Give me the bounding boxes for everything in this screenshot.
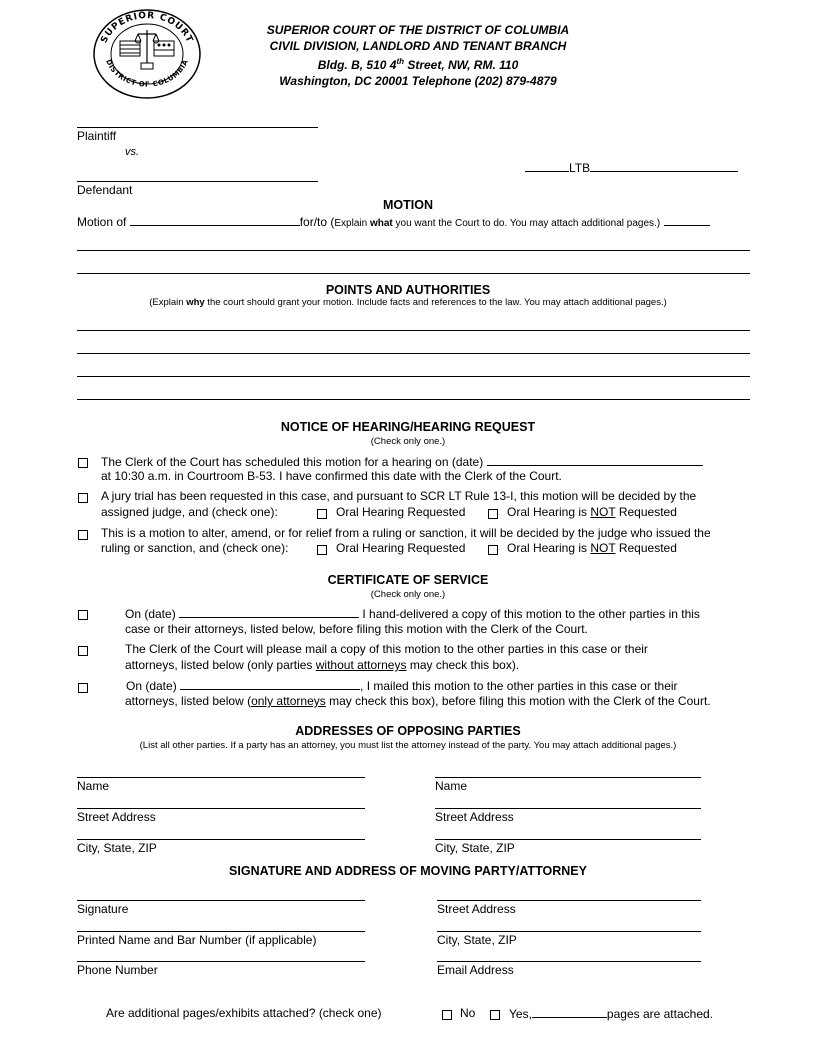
hearing-option-1 — [101, 454, 703, 470]
attachments-pages-blank[interactable] — [532, 1006, 607, 1018]
mover-city-line[interactable] — [437, 931, 701, 932]
party-1-city-label: City, State, ZIP — [77, 841, 157, 855]
service-option-3-text: , I mailed this motion to the other parties in this case or their — [360, 679, 678, 693]
header-line-1: SUPERIOR COURT OF THE DISTRICT OF COLUMBIA — [266, 23, 570, 37]
hearing-date-blank[interactable] — [487, 454, 703, 466]
for-to-label: for/to ( — [299, 215, 335, 229]
motion-line-2[interactable] — [77, 273, 750, 274]
motion-explain-start: Explain — [334, 218, 370, 229]
motion-of-row — [77, 214, 710, 231]
option-2-oral-not-start: Oral Hearing is — [507, 505, 591, 519]
mover-street-label: Street Address — [437, 902, 516, 916]
party-2-city-label: City, State, ZIP — [435, 841, 515, 855]
option-2-oral-requested-label: Oral Hearing Requested — [336, 505, 466, 519]
option-3-oral-not-requested-label — [507, 541, 677, 556]
option-2-oral-requested-checkbox[interactable] — [317, 509, 327, 519]
service-option-3-date-blank[interactable] — [180, 678, 360, 690]
addresses-note: (List all other parties. If a party has an attorney, you must list the attorney instead of the party. You may attach additional pages.) — [139, 740, 677, 751]
phone-label: Phone Number — [77, 963, 158, 977]
phone-line[interactable] — [77, 961, 365, 962]
service-option-3 — [126, 678, 678, 694]
plaintiff-label: Plaintiff — [77, 129, 117, 143]
option-2-oral-not-word: NOT — [590, 505, 616, 519]
party-2-street-label: Street Address — [435, 810, 514, 824]
option-2-oral-not-requested-label — [507, 505, 677, 520]
party-1-street-line[interactable] — [77, 808, 365, 809]
seal-top-text: SUPERIOR COURT — [99, 10, 195, 45]
defendant-line[interactable] — [77, 181, 318, 182]
option-3-oral-not-requested-checkbox[interactable] — [488, 545, 498, 555]
option-3-oral-not-word: NOT — [590, 541, 616, 555]
header-line-3 — [218, 54, 618, 74]
case-number-blank[interactable] — [590, 160, 738, 172]
option-3-oral-requested-checkbox[interactable] — [317, 545, 327, 555]
case-number-field[interactable] — [525, 160, 738, 176]
party-1-name-label: Name — [77, 779, 110, 793]
attachments-question: Are additional pages/exhibits attached? (check one) — [106, 1006, 382, 1020]
vs-label: vs. — [125, 146, 140, 158]
hearing-option-3-line-1: This is a motion to alter, amend, or for relief from a ruling or sanction, it will be decided by the judge who issued the — [101, 526, 711, 540]
motion-of-blank[interactable] — [130, 214, 300, 226]
header-line-3-sup: th — [396, 57, 404, 66]
points-note-why: why — [186, 297, 205, 308]
motion-explain — [334, 218, 660, 229]
ltb-label: LTB — [569, 161, 591, 175]
party-1-street-label: Street Address — [77, 810, 156, 824]
header-line-3-start: Bldg. B, 510 4 — [317, 58, 397, 72]
service-option-2-line-2 — [125, 658, 519, 673]
mover-city-label: City, State, ZIP — [437, 933, 517, 947]
printed-name-line[interactable] — [77, 931, 365, 932]
mover-street-line[interactable] — [437, 900, 701, 901]
service-option-1-on-date: On (date) — [125, 607, 176, 621]
motion-explain-what: what — [369, 218, 393, 229]
hearing-option-3-line-2: ruling or sanction, and (check one): — [101, 541, 289, 555]
plaintiff-line[interactable] — [77, 127, 318, 128]
addresses-title: ADDRESSES OF OPPOSING PARTIES — [295, 724, 521, 738]
points-title: POINTS AND AUTHORITIES — [325, 283, 491, 297]
attachments-yes-row — [509, 1006, 713, 1022]
service-option-3-line-2-end: may check this box), before filing this motion with the Clerk of the Court. — [325, 694, 711, 708]
hearing-note: (Check only one.) — [370, 436, 446, 447]
hearing-option-1-line-2: at 10:30 a.m. in Courtroom B-53. I have confirmed this date with the Clerk of the Court. — [101, 469, 562, 483]
points-line-4[interactable] — [77, 399, 750, 400]
motion-of-label: Motion of — [77, 215, 127, 229]
service-option-1-text: I hand-delivered a copy of this motion to the other parties in this — [362, 607, 700, 621]
attachments-pages-label: pages are attached. — [606, 1007, 713, 1021]
email-line[interactable] — [437, 961, 701, 962]
certificate-note: (Check only one.) — [370, 589, 446, 600]
points-line-3[interactable] — [77, 376, 750, 377]
service-option-3-on-date: On (date) — [126, 679, 177, 693]
service-option-1 — [125, 606, 700, 622]
motion-line-1[interactable] — [77, 250, 750, 251]
party-1-city-line[interactable] — [77, 839, 365, 840]
printed-name-label: Printed Name and Bar Number (if applicable) — [77, 933, 317, 947]
signature-line[interactable] — [77, 900, 365, 901]
party-2-street-line[interactable] — [435, 808, 701, 809]
service-option-2-line-1: The Clerk of the Court will please mail a copy of this motion to the other parties in this case or their — [125, 642, 648, 656]
service-option-3-line-2-start: attorneys, listed below ( — [125, 694, 252, 708]
option-3-oral-not-end: Requested — [615, 541, 677, 555]
signature-title: SIGNATURE AND ADDRESS OF MOVING PARTY/ATTORNEY — [229, 864, 587, 878]
hearing-option-3-checkbox[interactable] — [78, 530, 88, 540]
points-note-end: the court should grant your motion. Include facts and references to the law. You may attach additional pages.) — [204, 297, 667, 308]
header-line-3-end: Street, NW, RM. 110 — [404, 58, 519, 72]
hearing-option-2-checkbox[interactable] — [78, 493, 88, 503]
court-seal-graphic — [92, 8, 202, 100]
service-option-3-line-2 — [125, 694, 711, 709]
attachments-yes-checkbox[interactable] — [490, 1010, 500, 1020]
hearing-option-2-line-1: A jury trial has been requested in this case, and pursuant to SCR LT Rule 13-I, this motion will be decided by the — [101, 489, 697, 503]
court-header — [218, 23, 618, 89]
defendant-label: Defendant — [77, 183, 133, 197]
service-option-2-checkbox[interactable] — [78, 646, 88, 656]
service-option-2-line-2-end: may check this box). — [406, 658, 520, 672]
option-3-oral-requested-label: Oral Hearing Requested — [336, 541, 466, 555]
signature-label: Signature — [77, 902, 129, 916]
party-2-city-line[interactable] — [435, 839, 701, 840]
attachments-no-label: No — [460, 1006, 476, 1020]
certificate-title: CERTIFICATE OF SERVICE — [327, 573, 489, 587]
motion-inline-blank[interactable] — [664, 214, 710, 226]
party-2-name-line[interactable] — [435, 777, 701, 778]
points-note-start: (Explain — [149, 297, 187, 308]
service-option-1-line-2: case or their attorneys, listed below, before filing this motion with the Clerk of the Court. — [125, 622, 588, 636]
service-option-2-without-attorneys: without attorneys — [315, 658, 407, 672]
party-2-name-label: Name — [435, 779, 468, 793]
option-2-oral-not-requested-checkbox[interactable] — [488, 509, 498, 519]
motion-title: MOTION — [383, 198, 433, 212]
service-option-2-line-2-start: attorneys, listed below (only parties — [125, 658, 316, 672]
hearing-option-2-line-2: assigned judge, and (check one): — [101, 505, 278, 519]
court-seal — [92, 8, 202, 100]
seal-bottom-text: DISTRICT OF COLUMBIA — [104, 58, 190, 89]
service-option-3-only-attorneys: only attorneys — [251, 694, 326, 708]
party-1-name-line[interactable] — [77, 777, 365, 778]
attachments-no-checkbox[interactable] — [442, 1010, 452, 1020]
motion-explain-end: you want the Court to do. You may attach additional pages.) — [392, 218, 661, 229]
header-line-2: CIVIL DIVISION, LANDLORD AND TENANT BRANCH — [269, 38, 567, 53]
points-line-1[interactable] — [77, 330, 750, 331]
service-option-1-date-blank[interactable] — [179, 606, 359, 618]
case-number-prefix-blank[interactable] — [525, 160, 569, 172]
service-option-1-checkbox[interactable] — [78, 610, 88, 620]
attachments-yes-label: Yes, — [509, 1007, 532, 1021]
header-line-4: Washington, DC 20001 Telephone (202) 879-4879 — [279, 73, 557, 88]
service-option-3-checkbox[interactable] — [78, 683, 88, 693]
hearing-option-1-checkbox[interactable] — [78, 458, 88, 468]
hearing-option-1-text: The Clerk of the Court has scheduled this motion for a hearing on (date) — [101, 455, 484, 469]
points-line-2[interactable] — [77, 353, 750, 354]
option-3-oral-not-start: Oral Hearing is — [507, 541, 591, 555]
points-note — [0, 297, 816, 308]
option-2-oral-not-end: Requested — [615, 505, 677, 519]
email-label: Email Address — [437, 963, 514, 977]
hearing-title: NOTICE OF HEARING/HEARING REQUEST — [280, 420, 536, 434]
